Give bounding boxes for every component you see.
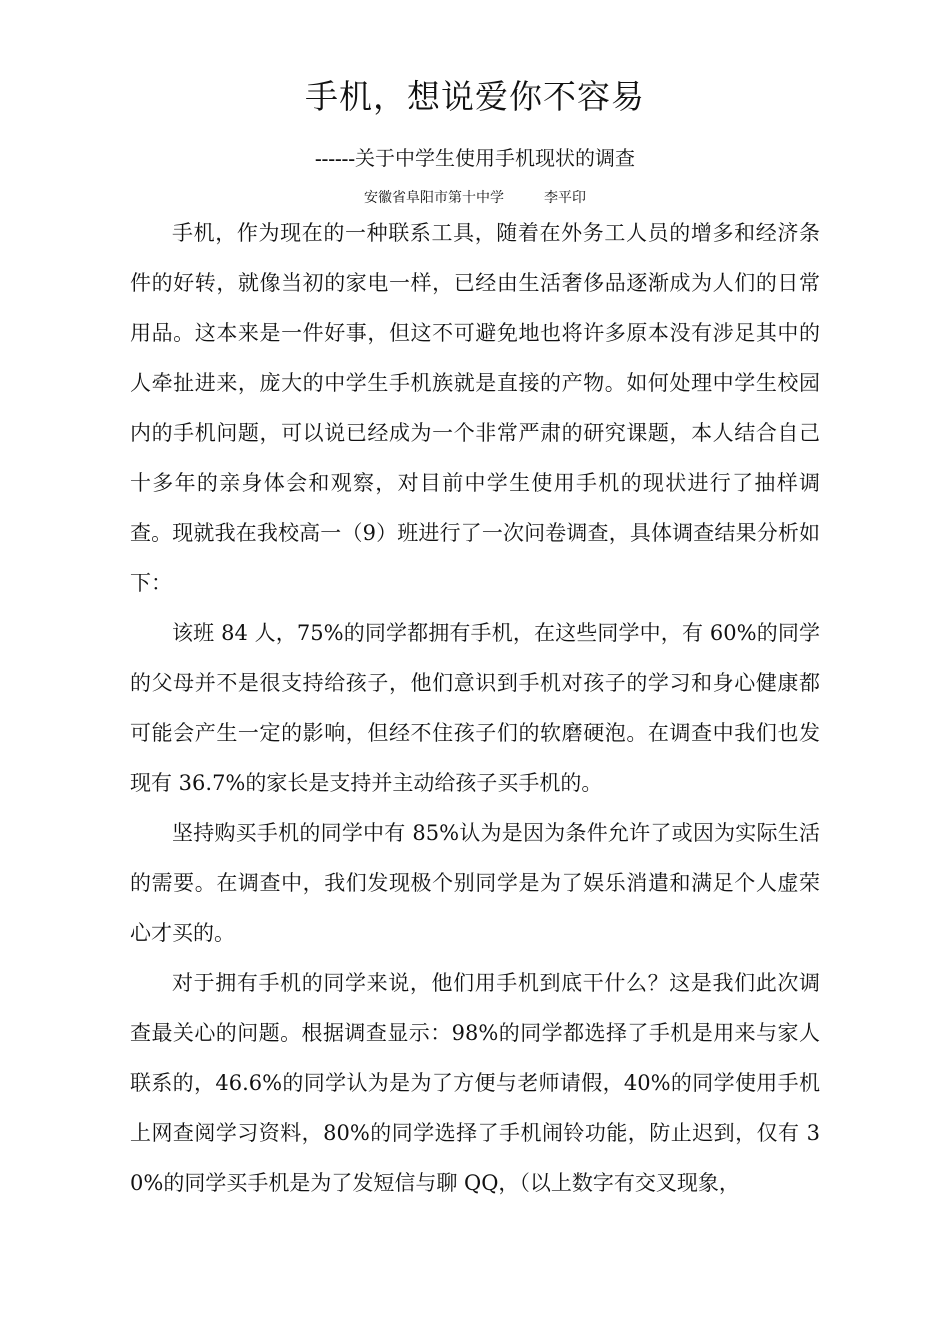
byline-author: 李平印 [544,190,586,206]
document-title: 手机，想说爱你不容易 [305,77,645,116]
document-subtitle [0,142,950,175]
subtitle-dashes: ------ [315,148,355,170]
paragraph-intro: 手机，作为现在的一种联系工具，随着在外务工人员的增多和经济条件的好转，就像当初的家电一样，已经由生活奢侈品逐渐成为人们的日常用品。这本来是一件好事，但这不可避免地也将许多原本没有涉足其中的人牵扯进来，庞大的中学生手机族就是直接的产物。如何处理中学生校园内的手机问题，可以说已经成为一个非常严肃的研究课题，本人结合自己十多年的亲身体会和观察，对目前中学生使用手机的现状进行了抽样调查。现就我在我校高一（9）班进行了一次问卷调查，具体调查结果分析如下： [130,221,820,595]
paragraph-reasons: 坚持购买手机的同学中有 85%认为是因为条件允许了或因为实际生活的需要。在调查中，我们发现极个别同学是为了娱乐消遣和满足个人虚荣心才买的。 [130,821,820,945]
document-body [130,208,820,1208]
paragraph-usage: 对于拥有手机的同学来说，他们用手机到底干什么？这是我们此次调查最关心的问题。根据调查显示：98%的同学都选择了手机是用来与家人联系的，46.6%的同学认为是为了方便与老师请假，40%的同学使用手机上网查阅学习资料，80%的同学选择了手机闹铃功能，防止迟到，仅有 30%的同学买手机是为了发短信与聊 QQ，（以上数字有交叉现象， [130,971,820,1195]
byline-school: 安徽省阜阳市第十中学 [364,190,504,206]
paragraph-ownership: 该班 84 人，75%的同学都拥有手机，在这些同学中，有 60%的同学的父母并不是很支持给孩子，他们意识到手机对孩子的学习和身心健康都可能会产生一定的影响，但经不住孩子们的软磨硬泡。在调查中我们也发现有 36.7%的家长是支持并主动给孩子买手机的。 [130,621,820,795]
subtitle-text: 关于中学生使用手机现状的调查 [354,146,635,170]
author-byline [0,186,950,210]
